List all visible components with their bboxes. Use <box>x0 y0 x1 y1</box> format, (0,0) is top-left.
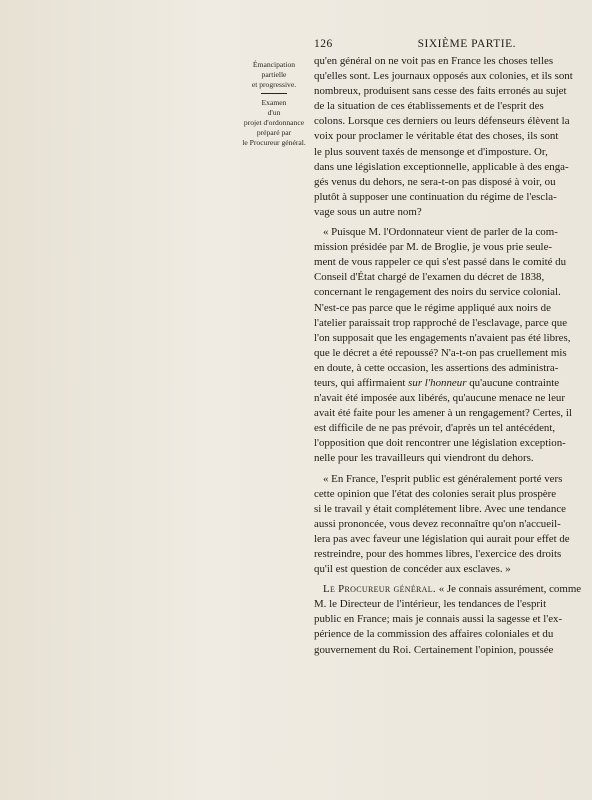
page-number: 126 <box>314 38 333 50</box>
emphasis: sur l'honneur <box>408 376 467 389</box>
text-line: de la situation de ces établissements et de l'esprit des <box>314 100 544 113</box>
text-line: mission présidée par M. de Broglie, je vous prie seule- <box>314 241 553 254</box>
text-line: colons. Lorsque ces derniers ou leurs défenseurs élèvent la <box>314 115 570 128</box>
text-run: « Je connais assurément, comme <box>435 583 582 596</box>
text-line: est difficile de ne pas prévoir, d'après un tel antécédent, <box>314 422 556 435</box>
margin-note-line: Examen <box>261 98 287 107</box>
text-line: cette opinion que l'état des colonies serait plus prospère <box>314 487 557 500</box>
text-line: public en France; mais je connais aussi la sagesse et l'ex- <box>314 613 563 626</box>
margin-note-line: Émancipation <box>252 60 296 69</box>
text-line: si le travail y était complétement libre. Avec une tendance <box>314 502 566 515</box>
text-line: en doute, à cette occasion, les assertions des administra- <box>314 361 559 374</box>
margin-note-line: préparé par <box>256 128 292 137</box>
running-header <box>314 38 516 50</box>
margin-note-line: et progressive. <box>251 80 297 89</box>
text-line: « En France, l'esprit public est généralement porté vers <box>323 472 563 485</box>
text-line: qu'elles sont. Les journaux opposés aux colonies, et ils sont <box>314 70 573 83</box>
text-line: gouvernement du Roi. Certainement l'opinion, poussée <box>314 643 554 656</box>
text-line: avait été faite pour les amener à un rengagement? Certes, il <box>314 407 572 420</box>
margin-note-line: le Procureur général. <box>242 138 306 147</box>
text-line: teurs, qui affirmaient sur l'honneur qu'aucune contrainte <box>314 376 560 389</box>
text-line: aussi prononcée, vous devez reconnaître qu'on n'accueil- <box>314 517 561 530</box>
text-line: « Puisque M. l'Ordonnateur vient de parler de la com- <box>323 226 558 239</box>
text-line: périence de la commission des affaires coloniales et du <box>314 628 554 641</box>
text-line: l'on supposait que les engagements n'avaient pas été libres, <box>314 331 571 344</box>
text-line: dans une législation exceptionnelle, applicable à des enga- <box>314 160 569 173</box>
text-line: M. le Directeur de l'intérieur, les tendances de l'esprit <box>314 598 547 611</box>
speaker-name: Le Procureur général. <box>323 583 436 596</box>
text-line: lera pas avec faveur une législation qui aurait pour effet de <box>314 532 570 545</box>
text-line: gés venus du dehors, ne sera-t-on pas disposé à voir, ou <box>314 175 556 188</box>
text-line: plutôt à supposer une continuation du régime de l'escla- <box>314 190 557 203</box>
text-line: qu'il est question de concéder aux esclaves. » <box>314 563 511 576</box>
text-line: que le décret a été repoussé? N'a-t-on pas cruellement mis <box>314 346 567 359</box>
text-line: Conseil d'État chargé de l'examen du décret de 1838, <box>314 271 545 284</box>
text-line: l'opposition que doit rencontrer une législation exception- <box>314 437 566 450</box>
text-line: restreindre, pour des hommes libres, l'exercice des droits <box>314 548 562 560</box>
margin-note-line: partielle <box>261 70 287 79</box>
text-line: nombreux, produisent sans cesse des faits erronés au sujet <box>314 85 567 98</box>
margin-notes <box>236 60 312 148</box>
text-line: ment de vous rappeler ce qui s'est passé dans le comité du <box>314 256 567 269</box>
margin-note-line: projet d'ordonnance <box>243 118 305 127</box>
margin-divider <box>261 93 287 94</box>
text-line: le plus souvent taxés de mensonge et d'imposture. Or, <box>314 145 548 158</box>
text-line: nelle pour les travailleurs qui viendront du dehors. <box>314 452 534 465</box>
text-line: N'est-ce pas parce que le régime appliqué aux noirs de <box>314 301 551 314</box>
running-title: SIXIÈME PARTIE. <box>417 38 516 50</box>
margin-note-line: d'un <box>267 108 281 117</box>
text-line: voix pour proclamer le véritable état des choses, ils sont <box>314 130 559 143</box>
text-line: l'atelier paraissait trop rapproché de l'esclavage, parce que <box>314 316 568 329</box>
text-line <box>314 582 592 597</box>
text-line: concernant le rengagement des noirs du service colonial. <box>314 286 561 299</box>
text-line: vage sous un autre nom? <box>314 205 422 218</box>
text-line: qu'en général on ne voit pas en France les choses telles <box>314 55 554 67</box>
text-line: n'avait été imposée aux libérés, qu'aucune menace ne leur <box>314 392 565 405</box>
body-text <box>314 54 592 658</box>
